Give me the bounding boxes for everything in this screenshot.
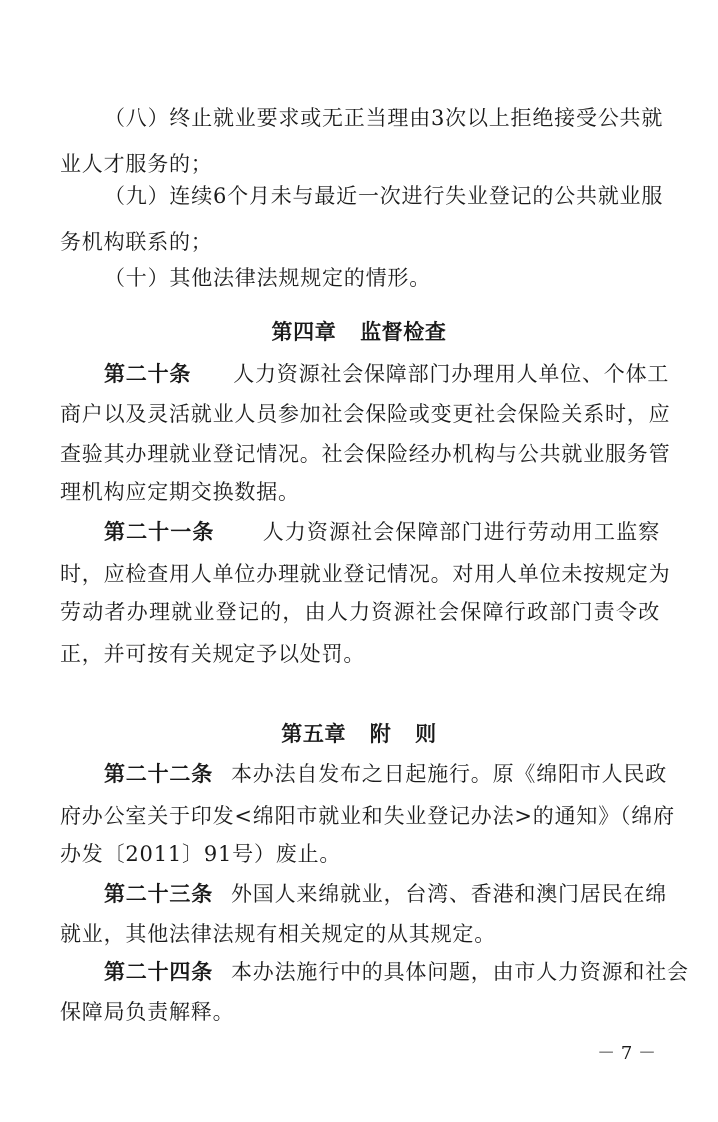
- article-20-text-1: 人力资源社会保障部门办理用人单位、个体工: [233, 362, 670, 386]
- item-9-line-2: 务机构联系的；: [60, 230, 213, 254]
- item-8-line-2: 业人才服务的；: [60, 152, 213, 176]
- article-20-line-3: 查验其办理就业登记情况。社会保险经办机构与公共就业服务管: [60, 442, 671, 466]
- article-22-line-1: [104, 760, 667, 788]
- page-number: － 7 －: [597, 1043, 656, 1064]
- article-23-label: 第二十三条: [104, 882, 213, 906]
- article-20-label: 第二十条: [104, 362, 192, 386]
- article-22-line-3: 办发〔2011〕91号）废止。: [60, 842, 342, 866]
- article-20-line-2: 商户以及灵活就业人员参加社会保险或变更社会保险关系时，应: [60, 402, 671, 426]
- article-21-line-4: 正，并可按有关规定予以处罚。: [60, 642, 366, 666]
- article-20-line-1: [104, 360, 670, 388]
- article-23-line-2: 就业，其他法律法规有相关规定的从其规定。: [60, 922, 496, 946]
- article-21-line-3: 劳动者办理就业登记的，由人力资源社会保障行政部门责令改: [60, 600, 660, 624]
- article-23-line-1: [104, 880, 667, 908]
- item-8-line-1: （八）终止就业要求或无正当理由3次以上拒绝接受公共就: [104, 106, 664, 130]
- item-9-line-1: （九）连续6个月未与最近一次进行失业登记的公共就业服: [104, 184, 664, 208]
- article-23-text-1: 外国人来绵就业，台湾、香港和澳门居民在绵: [231, 882, 667, 906]
- article-24-line-2: 保障局负责解释。: [60, 1000, 235, 1024]
- article-22-text-1: 本办法自发布之日起施行。原《绵阳市人民政: [231, 762, 667, 786]
- article-21-line-1: [104, 518, 660, 546]
- item-10-line-1: （十）其他法律法规规定的情形。: [104, 266, 431, 290]
- article-21-line-2: 时，应检查用人单位办理就业登记情况。对用人单位未按规定为: [60, 562, 671, 586]
- article-21-label: 第二十一条: [104, 520, 215, 544]
- chapter-4-title: 第四章 监督检查: [271, 320, 447, 344]
- chapter-5-title: 第五章 附 则: [281, 722, 437, 746]
- article-20-line-4: 理机构应定期交换数据。: [60, 480, 300, 504]
- article-24-label: 第二十四条: [104, 960, 213, 984]
- article-22-line-2: 府办公室关于印发<绵阳市就业和失业登记办法>的通知》（绵府: [60, 804, 675, 828]
- article-22-label: 第二十二条: [104, 762, 213, 786]
- article-21-text-1: 人力资源社会保障部门进行劳动用工监察: [262, 520, 660, 544]
- article-24-text-1: 本办法施行中的具体问题，由市人力资源和社会: [231, 960, 689, 984]
- article-24-line-1: [104, 958, 689, 986]
